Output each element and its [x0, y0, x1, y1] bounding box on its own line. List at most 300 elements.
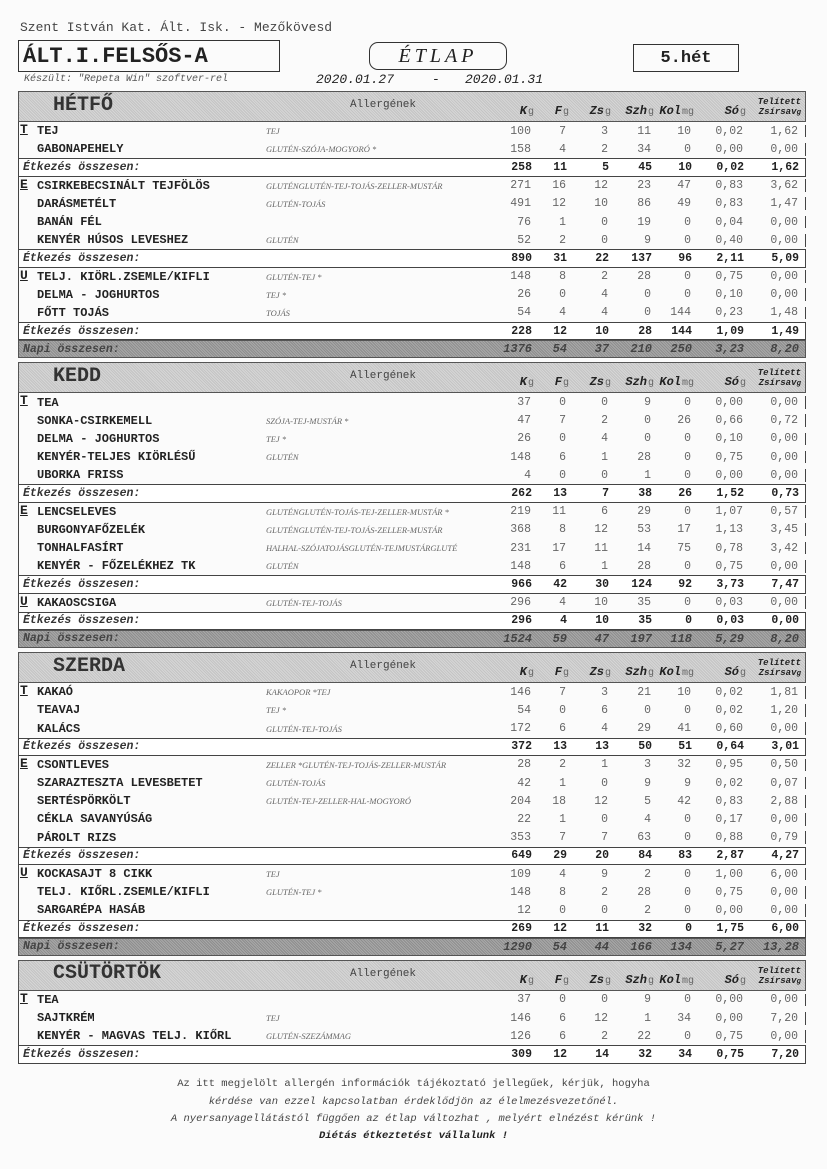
- total-value: 309: [511, 1048, 532, 1062]
- day-header: [18, 652, 806, 683]
- unit-label: g: [796, 670, 801, 679]
- nutrient-value: 7: [559, 124, 566, 138]
- item-allergens: GLUTÉNGLUTÉN-TOJÁS-TEJ-ZELLER-MUSTÁR *: [266, 506, 449, 517]
- item-allergens: GLUTÉN-TOJÁS: [266, 198, 326, 209]
- allergens-header: Allergének: [349, 660, 416, 673]
- row-border: [18, 810, 34, 828]
- menu-item-row: [18, 231, 806, 249]
- item-name: TELJ. KIŐRL.ZSEMLE/KIFLI: [37, 885, 210, 900]
- item-allergens: SZÓJA-TEJ-MUSTÁR *: [266, 415, 349, 426]
- unit-label: g: [604, 668, 611, 680]
- total-value: 13: [553, 740, 567, 754]
- total-value: 10: [595, 324, 609, 338]
- total-value: 32: [638, 1048, 652, 1062]
- nutrient-value: 3: [601, 124, 608, 138]
- meal-total-label: Étkezés összesen:: [23, 849, 141, 863]
- nutrient-value: 0: [684, 903, 691, 917]
- item-allergens: GLUTÉN: [266, 452, 299, 463]
- day-total-value: 5,29: [715, 631, 744, 646]
- menu-item-row: [18, 557, 806, 575]
- column-header-saturated-fat: [746, 368, 801, 389]
- total-value: 12: [553, 922, 567, 936]
- column-label: Zsírsav: [758, 378, 797, 389]
- row-border: [800, 288, 806, 301]
- nutrient-value: 1: [559, 776, 566, 790]
- nutrient-value: 1: [559, 812, 566, 826]
- total-value: 12: [553, 324, 567, 338]
- nutrient-value: 0,02: [715, 776, 743, 790]
- nutrient-value: 4: [601, 722, 608, 736]
- nutrient-value: 0,00: [770, 1029, 798, 1043]
- menu-item-row: [18, 521, 806, 539]
- nutrient-value: 32: [677, 758, 691, 772]
- column-label: Telített: [757, 965, 801, 976]
- day-total-value: 13,28: [762, 939, 799, 954]
- column-label: Só: [724, 665, 739, 680]
- total-value: 30: [595, 577, 609, 591]
- nutrient-value: 0,00: [770, 270, 798, 284]
- total-value: 34: [678, 1048, 692, 1062]
- total-value: 84: [638, 849, 652, 863]
- item-name: TONHALFASÍRT: [37, 541, 124, 556]
- total-value: 372: [511, 740, 532, 754]
- unit-label: g: [562, 107, 569, 118]
- nutrient-value: 0: [684, 215, 691, 229]
- column-header-k: [499, 665, 534, 679]
- nutrient-value: 231: [510, 541, 531, 555]
- day-section: [18, 362, 806, 648]
- nutrient-value: 41: [677, 722, 691, 736]
- nutrient-value: 1,20: [770, 703, 798, 717]
- unit-label: g: [562, 668, 569, 680]
- row-border: [800, 904, 806, 917]
- day-header: [18, 960, 806, 991]
- item-name: TEJ: [37, 124, 59, 139]
- nutrient-value: 0: [601, 233, 608, 247]
- unit-label: g: [796, 977, 801, 986]
- meal-total-label: Étkezés összesen:: [23, 251, 141, 265]
- column-label: K: [519, 104, 527, 118]
- column-header-k: [499, 375, 534, 389]
- nutrient-value: 158: [510, 142, 531, 156]
- total-value: 3,01: [771, 740, 799, 754]
- nutrient-value: 2: [601, 885, 608, 899]
- row-border: [800, 560, 806, 573]
- nutrient-value: 0: [559, 288, 566, 302]
- nutrient-value: 0: [684, 831, 691, 845]
- meal-total-row: [18, 1045, 806, 1063]
- item-name: DARÁSMETÉLT: [37, 196, 117, 211]
- meal-total-label: Étkezés összesen:: [23, 1048, 141, 1062]
- nutrient-value: 0: [559, 703, 566, 717]
- column-label: Zs: [589, 375, 604, 390]
- nutrient-value: 219: [510, 505, 531, 519]
- item-allergens: TOJÁS: [266, 307, 290, 318]
- nutrient-value: 0,83: [715, 197, 743, 211]
- meal-total-row: [18, 575, 806, 593]
- column-header-k: [499, 973, 534, 987]
- meal-total-row: [18, 738, 806, 756]
- nutrient-value: 0,75: [715, 1029, 743, 1043]
- day-total-row: [18, 938, 806, 956]
- column-header-so: [694, 375, 746, 389]
- column-header-kol: [654, 375, 694, 389]
- nutrient-value: 0: [644, 703, 651, 717]
- menu-item-row: [18, 304, 806, 322]
- menu-item-row: [18, 539, 806, 557]
- nutrient-value: 8: [559, 885, 566, 899]
- day-total-value: 250: [670, 342, 692, 357]
- nutrient-value: 0: [601, 468, 608, 482]
- row-border: [800, 523, 806, 536]
- nutrient-value: 0,00: [715, 993, 743, 1007]
- item-name: TEAVAJ: [37, 703, 81, 718]
- column-header-szh: [611, 375, 654, 389]
- unit-label: g: [647, 975, 654, 987]
- column-label: Szh: [625, 104, 647, 118]
- menu-item-row: [18, 268, 806, 286]
- nutrient-value: 9: [644, 993, 651, 1007]
- nutrient-value: 0: [684, 867, 691, 881]
- item-name: SERTÉSPÖRKÖLT: [37, 794, 131, 809]
- item-name: UBORKA FRISS: [37, 468, 124, 483]
- row-border: [800, 125, 806, 138]
- nutrient-value: 0: [559, 432, 566, 446]
- nutrient-value: 0: [684, 270, 691, 284]
- nutrient-value: 52: [517, 233, 531, 247]
- row-border: [800, 414, 806, 427]
- day-total-row: [18, 340, 806, 358]
- row-border: [800, 216, 806, 229]
- nutrient-value: 0: [684, 288, 691, 302]
- column-header-saturated-fat: [746, 97, 801, 118]
- item-name: KALÁCS: [37, 721, 81, 736]
- menu-item-row: [18, 393, 806, 411]
- nutrient-value: 0,00: [770, 396, 798, 410]
- nutrient-value: 3: [601, 685, 608, 699]
- item-allergens: TEJ *: [266, 289, 287, 300]
- nutrient-value: 4: [524, 468, 531, 482]
- nutrient-value: 1,13: [715, 523, 743, 537]
- day-total-row: [18, 630, 806, 648]
- nutrient-value: 7,20: [770, 1011, 798, 1025]
- column-header-f: [534, 104, 569, 118]
- row-border: [800, 542, 806, 555]
- menu-item-row: [18, 829, 806, 847]
- nutrient-value: 7: [601, 831, 608, 845]
- item-name: GABONAPEHELY: [37, 142, 124, 157]
- nutrient-value: 1,47: [770, 197, 798, 211]
- nutrient-value: 0: [684, 885, 691, 899]
- nutrient-value: 148: [510, 885, 531, 899]
- meal-letter: E: [18, 503, 34, 521]
- menu-item-row: [18, 177, 806, 195]
- day-total-label: Napi összesen:: [23, 342, 120, 356]
- nutrient-value: 0,66: [715, 414, 743, 428]
- nutrient-value: 11: [552, 505, 566, 519]
- item-name: KAKAÓ: [37, 685, 74, 700]
- row-border: [18, 792, 34, 810]
- nutrient-value: 0,00: [715, 396, 743, 410]
- item-name: KENYÉR HÚSOS LEVESHEZ: [37, 233, 189, 248]
- column-header-saturated-fat: [746, 966, 801, 987]
- row-border: [18, 557, 34, 575]
- total-value: 35: [638, 614, 652, 628]
- meal-total-row: [18, 920, 806, 938]
- allergens-header: Allergének: [349, 370, 416, 383]
- row-border: [18, 448, 34, 466]
- column-header-f: [534, 375, 569, 389]
- item-allergens: TEJ: [266, 1013, 280, 1024]
- nutrient-value: 12: [594, 1011, 608, 1025]
- nutrient-value: 172: [510, 722, 531, 736]
- column-header-so: [694, 973, 746, 987]
- item-allergens: GLUTÉN-TOJÁS: [266, 778, 326, 789]
- nutrient-value: 29: [637, 722, 651, 736]
- nutrient-value: 76: [517, 215, 531, 229]
- unit-label: g: [739, 107, 746, 118]
- day-total-value: 54: [552, 342, 567, 357]
- item-allergens: GLUTÉN-TEJ-TOJÁS: [266, 723, 342, 734]
- nutrient-value: 2: [601, 1029, 608, 1043]
- nutrient-value: 0: [684, 396, 691, 410]
- nutrient-value: 0,00: [770, 450, 798, 464]
- footer-line-3: A nyersanyagellátástól függően az étlap változhat , melyért elnézést kérünk !: [170, 1113, 657, 1125]
- nutrient-value: 0,07: [770, 776, 798, 790]
- unit-label: g: [739, 378, 746, 390]
- nutrient-value: 28: [637, 270, 651, 284]
- day-total-value: 1290: [503, 939, 532, 954]
- column-header-zs: [569, 665, 611, 679]
- nutrient-value: 0: [644, 432, 651, 446]
- unit-label: mg: [681, 378, 694, 390]
- nutrient-value: 0,00: [770, 288, 798, 302]
- total-value: 3,73: [716, 577, 744, 591]
- nutrient-value: 0,04: [715, 215, 743, 229]
- nutrient-value: 148: [510, 270, 531, 284]
- row-border: [800, 143, 806, 156]
- row-border: [800, 234, 806, 247]
- row-border: [800, 994, 806, 1007]
- nutrient-value: 2,88: [770, 794, 798, 808]
- day-total-label: Napi összesen:: [23, 940, 120, 954]
- nutrient-value: 0: [644, 288, 651, 302]
- row-border: [800, 831, 806, 844]
- nutrient-value: 0,00: [770, 722, 798, 736]
- nutrient-value: 0,00: [770, 215, 798, 229]
- day-header: [18, 91, 806, 122]
- nutrient-value: 0: [559, 468, 566, 482]
- menu-item-row: [18, 683, 806, 701]
- total-value: 28: [638, 324, 652, 338]
- column-label: F: [554, 104, 562, 118]
- menu-item-row: [18, 412, 806, 430]
- item-name: LENCSELEVES: [37, 504, 117, 519]
- total-value: 1,75: [716, 922, 744, 936]
- day-name: HÉTFŐ: [53, 93, 114, 117]
- nutrient-value: 9: [644, 233, 651, 247]
- nutrient-value: 22: [517, 812, 531, 826]
- day-total-value: 134: [670, 939, 692, 954]
- unit-label: g: [604, 107, 611, 118]
- meal-total-label: Étkezés összesen:: [23, 160, 141, 174]
- nutrient-value: 2: [601, 414, 608, 428]
- total-value: 29: [553, 849, 567, 863]
- item-name: TEA: [37, 992, 59, 1007]
- item-allergens: HALHAL-SZÓJATOJÁSGLUTÉN-TEJMUSTÁRGLUTÉ: [266, 543, 458, 554]
- nutrient-value: 28: [637, 885, 651, 899]
- item-allergens: GLUTÉNGLUTÉN-TEJ-TOJÁS-ZELLER-MUSTÁR: [266, 524, 443, 535]
- day-total-value: 47: [594, 631, 609, 646]
- item-name: CSIRKEBECSINÁLT TEJFÖLÖS: [37, 178, 210, 193]
- unit-label: g: [647, 107, 654, 118]
- total-value: 5,09: [771, 251, 799, 265]
- day-name: KEDD: [53, 364, 102, 388]
- meal-total-label: Étkezés összesen:: [23, 614, 141, 628]
- nutrient-value: 28: [637, 450, 651, 464]
- unit-label: g: [647, 378, 654, 390]
- total-value: 0,02: [716, 160, 744, 174]
- row-border: [18, 1009, 34, 1027]
- meal-total-row: [18, 612, 806, 630]
- meal-total-label: Étkezés összesen:: [23, 486, 141, 500]
- nutrient-value: 0,00: [770, 812, 798, 826]
- day-total-label: Napi összesen:: [23, 632, 120, 646]
- item-name: KAKAOSCSIGA: [37, 595, 117, 610]
- column-header-so: [694, 665, 746, 679]
- nutrient-value: 0,00: [770, 596, 798, 610]
- nutrient-value: 9: [644, 396, 651, 410]
- total-value: 13: [595, 740, 609, 754]
- nutrient-value: 0,00: [770, 233, 798, 247]
- menu-item-row: [18, 448, 806, 466]
- column-label: Kol: [659, 972, 681, 987]
- column-label: F: [554, 375, 562, 390]
- row-border: [18, 829, 34, 847]
- nutrient-value: 0,00: [770, 468, 798, 482]
- row-border: [18, 140, 34, 158]
- row-border: [18, 901, 34, 919]
- unit-label: g: [604, 975, 611, 987]
- nutrient-value: 35: [637, 596, 651, 610]
- nutrient-value: 0,75: [715, 450, 743, 464]
- nutrient-value: 28: [517, 758, 531, 772]
- nutrient-value: 0,00: [770, 885, 798, 899]
- nutrient-value: 86: [637, 197, 651, 211]
- nutrient-value: 49: [677, 197, 691, 211]
- column-header-k: [499, 104, 534, 118]
- total-value: 13: [553, 486, 567, 500]
- nutrient-value: 28: [637, 559, 651, 573]
- total-value: 1,62: [771, 160, 799, 174]
- nutrient-value: 11: [637, 124, 651, 138]
- nutrient-value: 12: [552, 197, 566, 211]
- menu-item-row: [18, 810, 806, 828]
- item-allergens: TEJ *: [266, 433, 287, 444]
- meal-total-row: [18, 484, 806, 502]
- day-total-value: 5,27: [715, 939, 744, 954]
- document-title: ÉTLAP: [369, 42, 507, 70]
- nutrient-value: 0,00: [770, 993, 798, 1007]
- day-total-value: 166: [630, 939, 652, 954]
- row-border: [18, 719, 34, 737]
- menu-item-row: [18, 901, 806, 919]
- nutrient-value: 26: [517, 432, 531, 446]
- row-border: [800, 451, 806, 464]
- row-border: [800, 886, 806, 899]
- unit-label: g: [796, 380, 801, 389]
- menu-item-row: [18, 195, 806, 213]
- nutrient-value: 1,07: [715, 505, 743, 519]
- column-label: K: [519, 665, 527, 680]
- nutrient-value: 0,78: [715, 541, 743, 555]
- footer-line-2: kérdése van ezzel kapcsolatban érdeklődjön az élelmezésvezetőnél.: [208, 1096, 619, 1108]
- row-border: [18, 521, 34, 539]
- row-border: [18, 304, 34, 322]
- menu-item-row: [18, 756, 806, 774]
- nutrient-value: 1: [559, 215, 566, 229]
- nutrient-value: 0,83: [715, 179, 743, 193]
- nutrient-value: 9: [601, 867, 608, 881]
- day-name: CSÜTÖRTÖK: [53, 962, 162, 986]
- column-header-zs: [569, 104, 611, 118]
- row-border: [800, 686, 806, 699]
- nutrient-value: 1: [601, 559, 608, 573]
- item-allergens: TEJ: [266, 869, 280, 880]
- nutrient-value: 6: [559, 1029, 566, 1043]
- nutrient-value: 0: [684, 505, 691, 519]
- total-value: 7,47: [771, 577, 799, 591]
- column-label: Telített: [757, 368, 801, 379]
- nutrient-value: 4: [644, 812, 651, 826]
- column-label-2: [746, 378, 801, 389]
- nutrient-value: 100: [510, 124, 531, 138]
- total-value: 0,75: [716, 1048, 744, 1062]
- day-total-value: 54: [552, 939, 567, 954]
- nutrient-value: 10: [594, 197, 608, 211]
- nutrient-value: 0: [601, 993, 608, 1007]
- menu-item-row: [18, 883, 806, 901]
- nutrient-value: 7: [559, 414, 566, 428]
- total-value: 10: [678, 160, 692, 174]
- nutrient-value: 0: [559, 993, 566, 1007]
- total-value: 5: [602, 160, 609, 174]
- day-total-value: 8,20: [770, 631, 799, 646]
- nutrient-value: 12: [594, 179, 608, 193]
- row-border: [800, 722, 806, 735]
- nutrient-value: 0,02: [715, 703, 743, 717]
- total-value: 649: [511, 849, 532, 863]
- row-border: [800, 759, 806, 772]
- nutrient-value: 6: [559, 1011, 566, 1025]
- day-section: [18, 652, 806, 956]
- nutrient-value: 0,88: [715, 831, 743, 845]
- meal-letter: T: [18, 122, 34, 140]
- nutrient-value: 4: [559, 142, 566, 156]
- column-label-2: [746, 107, 801, 118]
- row-border: [800, 469, 806, 482]
- allergens-header: Allergének: [349, 967, 416, 980]
- nutrient-value: 3,45: [770, 523, 798, 537]
- column-label: Zs: [589, 972, 604, 987]
- day-total-value: 44: [594, 939, 609, 954]
- nutrient-value: 4: [601, 288, 608, 302]
- column-label: Zs: [589, 665, 604, 680]
- meal-letter: U: [18, 865, 34, 883]
- row-border: [800, 795, 806, 808]
- nutrient-value: 37: [517, 396, 531, 410]
- unit-label: g: [647, 668, 654, 680]
